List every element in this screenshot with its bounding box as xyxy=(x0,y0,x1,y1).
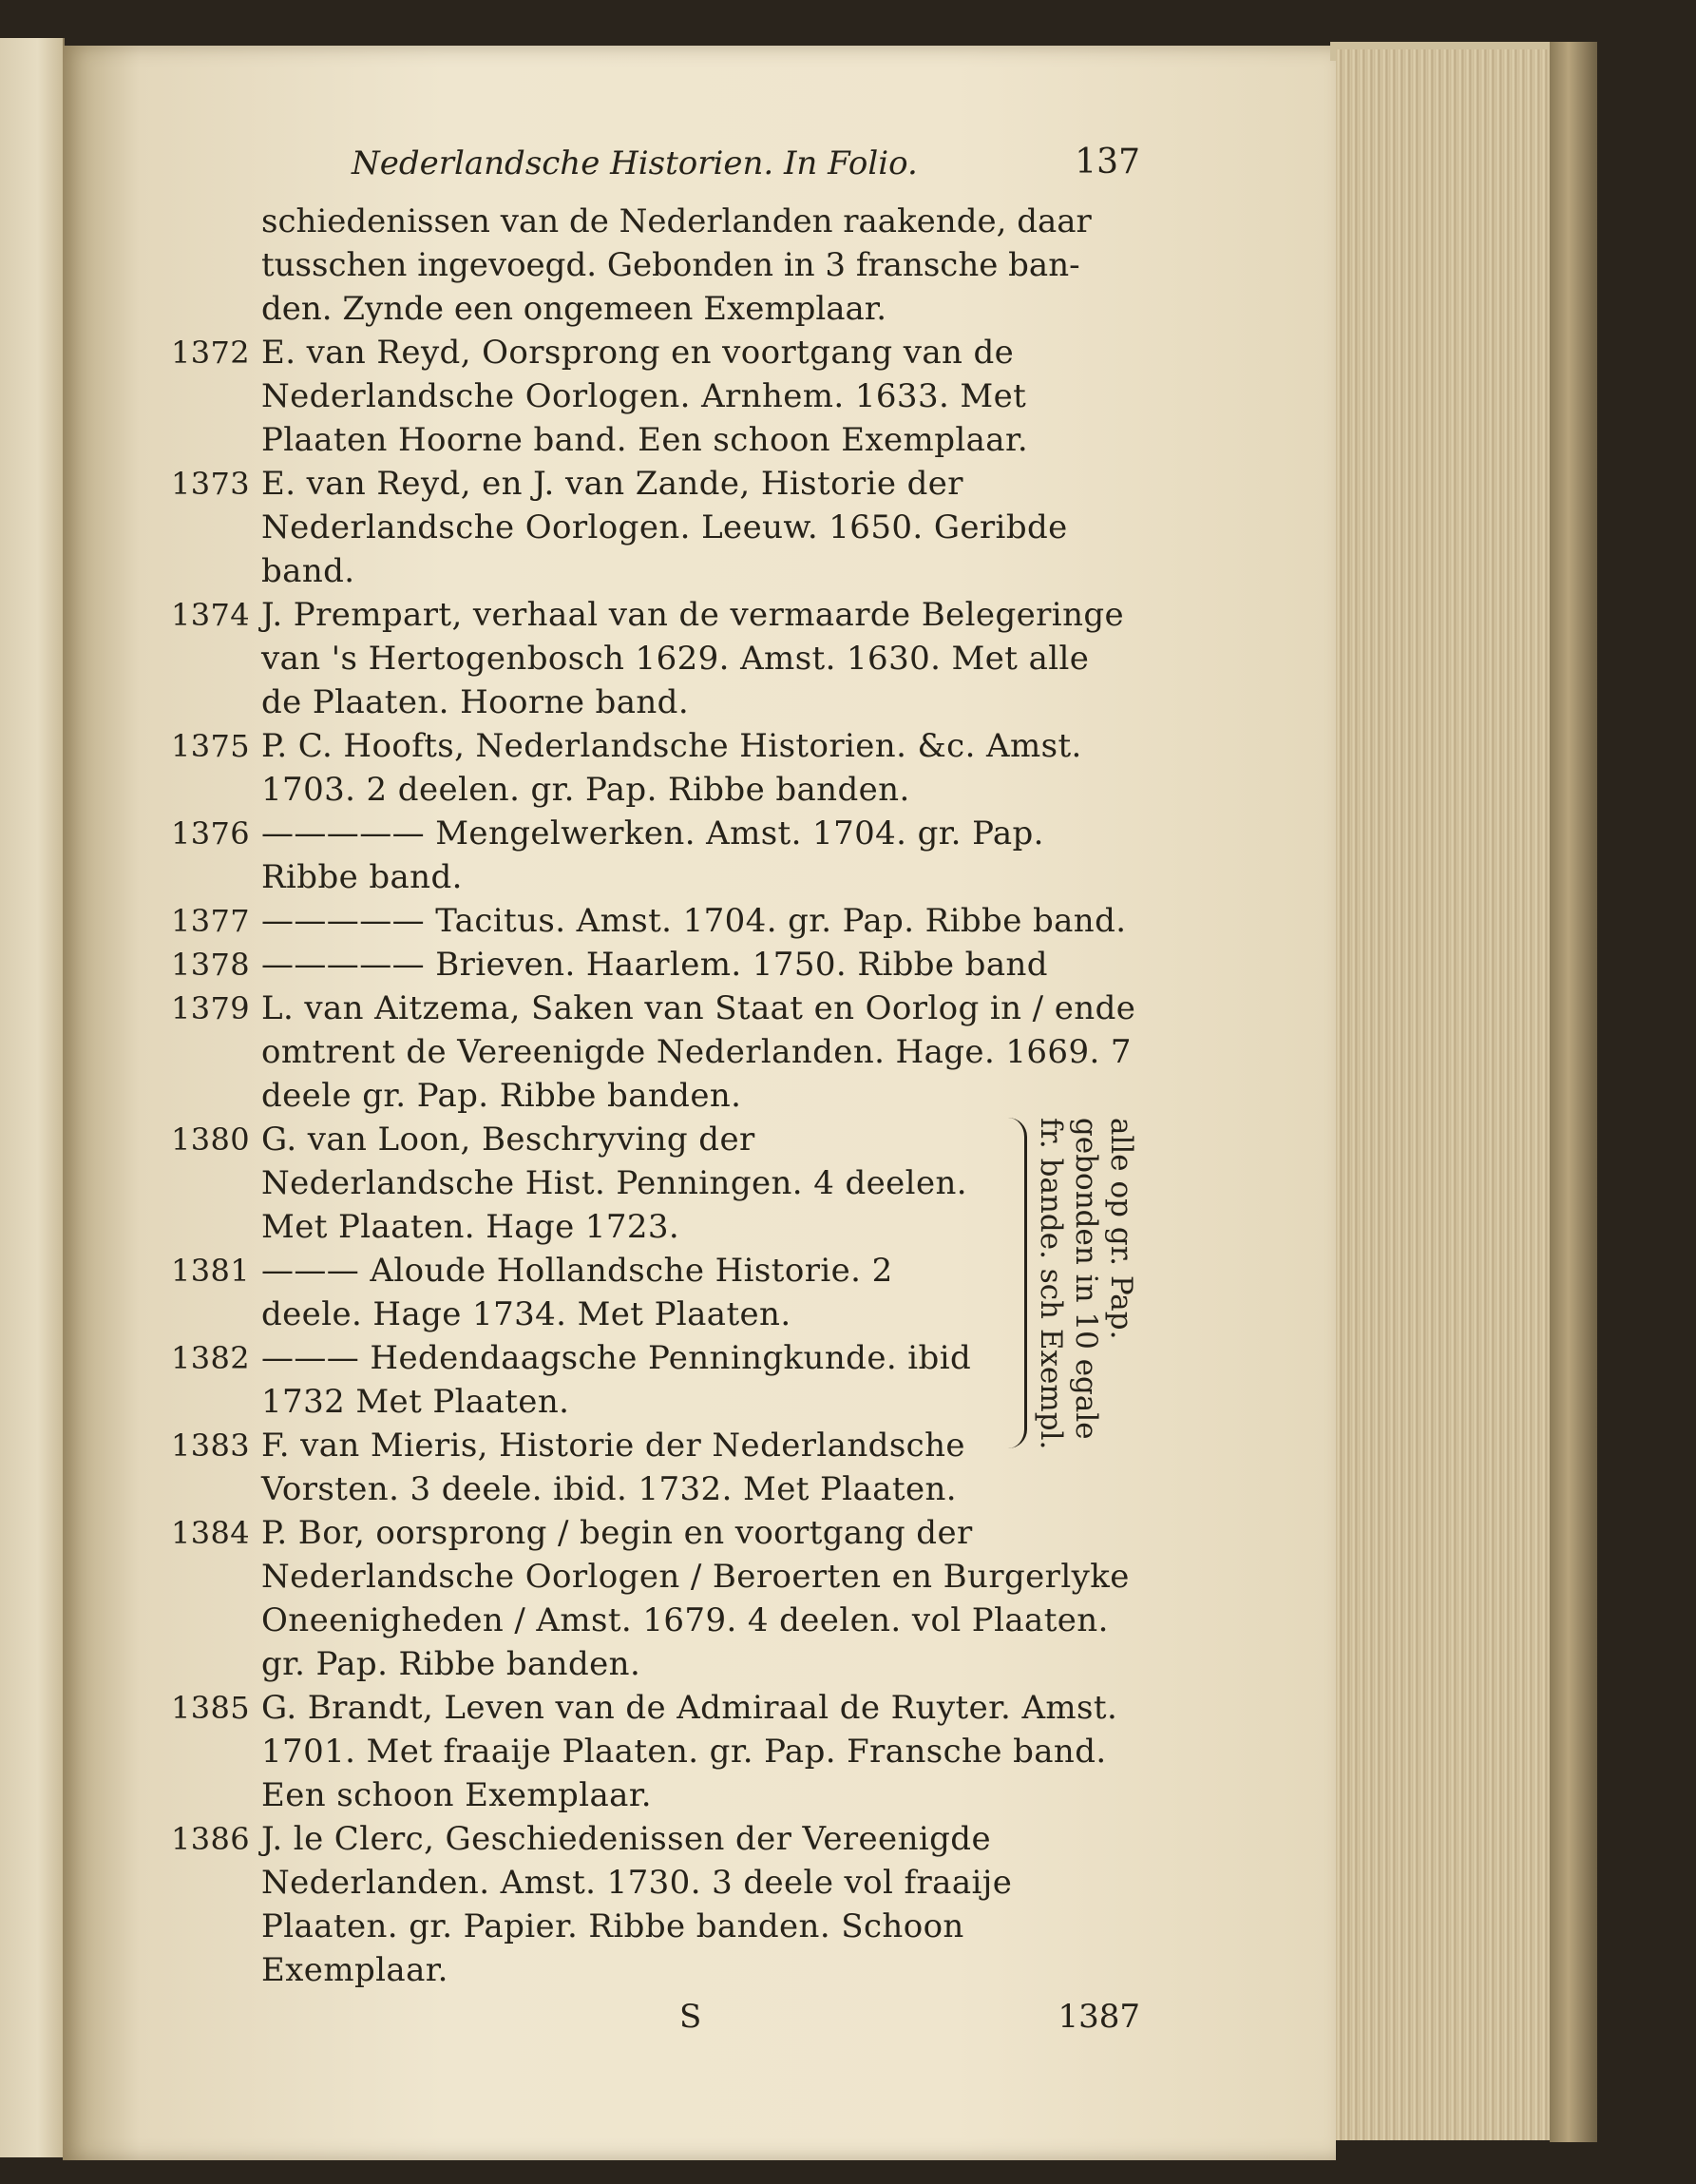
entry-list xyxy=(171,331,1140,1992)
entry-number: 1372 xyxy=(171,335,251,371)
entry-number: 1385 xyxy=(171,1690,251,1726)
page-footer xyxy=(171,1998,1140,2055)
continued-entry xyxy=(171,200,1140,331)
signature-mark: S xyxy=(679,1998,702,2036)
entry-number: 1379 xyxy=(171,990,251,1026)
entry-text: ——— Aloude Hollandsche Historie. 2 deele. Hage 1734. Met Plaaten. xyxy=(261,1252,893,1333)
entry-text: G. Brandt, Leven van de Admiraal de Ruyter. Amst. 1701. Met fraaije Plaaten. gr. Pap. Fransche band. Een schoon Exemplaar. xyxy=(261,1689,1118,1814)
catalog-entry xyxy=(171,331,1140,462)
catalog-entry xyxy=(171,987,1140,1118)
catalog-entry xyxy=(171,1336,988,1424)
entry-text: P. Bor, oorsprong / begin en voortgang der Nederlandsche Oorlogen / Beroerten en Burgerlyke Oneenigheden / Amst. 1679. 4 deelen. vol Plaaten. gr. Pap. Ribbe banden. xyxy=(261,1514,1130,1683)
continuation-line: den. Zynde een ongemeen Exemplaar. xyxy=(261,290,887,328)
entry-text: J. Prempart, verhaal van de vermaarde Belegeringe van 's Hertogenbosch 1629. Amst. 1630. Met alle de Plaaten. Hoorne band. xyxy=(261,596,1125,721)
entry-text: P. C. Hoofts, Nederlandsche Historien. &c. Amst. 1703. 2 deelen. gr. Pap. Ribbe banden. xyxy=(261,727,1082,809)
catalog-entry xyxy=(171,462,1140,593)
page-text xyxy=(171,143,1140,2055)
running-header xyxy=(352,143,1140,200)
entry-number: 1375 xyxy=(171,728,251,764)
page-number: 137 xyxy=(1075,143,1140,182)
entry-text: F. van Mieris, Historie der Nederlandsche Vorsten. 3 deele. ibid. 1732. Met Plaaten. xyxy=(261,1427,965,1508)
catchword: 1387 xyxy=(1058,1998,1140,2036)
entry-number: 1377 xyxy=(171,903,251,939)
catalog-entry xyxy=(171,1118,988,1249)
entry-text: J. le Clerc, Geschiedenissen der Vereenigde Nederlanden. Amst. 1730. 3 deele vol fraaije Plaaten. gr. Papier. Ribbe banden. Schoon Exemplaar. xyxy=(261,1820,1013,1989)
entry-text: ——— Hedendaagsche Penningkunde. ibid 1732 Met Plaaten. xyxy=(261,1339,972,1421)
catalog-entry xyxy=(171,812,1140,899)
continuation-line: schiedenissen van de Nederlanden raakende, daar xyxy=(261,202,1092,240)
braced-entry-group xyxy=(171,1118,1140,1511)
catalog-entry xyxy=(171,724,1140,812)
entry-number: 1376 xyxy=(171,815,251,852)
catalog-entry xyxy=(171,1424,988,1511)
entry-number: 1378 xyxy=(171,947,251,983)
catalog-entry xyxy=(171,899,1140,943)
book-cover-edge xyxy=(1550,42,1597,2142)
entry-number: 1380 xyxy=(171,1121,251,1158)
entry-text: ————— Brieven. Haarlem. 1750. Ribbe band xyxy=(261,946,1048,984)
catalog-entry xyxy=(171,1686,1140,1817)
running-title: Nederlandsche Historien. In Folio. xyxy=(352,144,918,182)
entry-text: E. van Reyd, Oorsprong en voortgang van de Nederlandsche Oorlogen. Arnhem. 1633. Met Plaaten Hoorne band. Een schoon Exemplaar. xyxy=(261,334,1029,459)
entry-text: ————— Tacitus. Amst. 1704. gr. Pap. Ribbe band. xyxy=(261,902,1127,940)
left-page-edge xyxy=(0,38,65,2157)
entry-number: 1386 xyxy=(171,1821,251,1857)
curly-brace xyxy=(996,1118,1027,1448)
entry-number: 1373 xyxy=(171,466,251,502)
catalog-entry xyxy=(171,593,1140,724)
entry-text: L. van Aitzema, Saken van Staat en Oorlog in / ende omtrent de Vereenigde Nederlanden. Hage. 1669. 7 deele gr. Pap. Ribbe banden. xyxy=(261,989,1136,1115)
entry-number: 1374 xyxy=(171,597,251,633)
catalog-entry xyxy=(171,1817,1140,1992)
entry-text: E. van Reyd, en J. van Zande, Historie der Nederlandsche Oorlogen. Leeuw. 1650. Geribde band. xyxy=(261,465,1068,590)
entry-number: 1382 xyxy=(171,1340,251,1376)
entry-text: ————— Mengelwerken. Amst. 1704. gr. Pap. Ribbe band. xyxy=(261,814,1044,896)
entry-number: 1381 xyxy=(171,1253,251,1289)
entry-text: G. van Loon, Beschryving der Nederlandsche Hist. Penningen. 4 deelen. Met Plaaten. Hage 1723. xyxy=(261,1121,967,1246)
continuation-line: tusschen ingevoegd. Gebonden in 3 fransche ban- xyxy=(261,246,1080,284)
entry-number: 1383 xyxy=(171,1427,251,1464)
brace-note: alle op gr. Pap. gebonden in 10 egale fr. bande. sch Exempl. xyxy=(1034,1118,1138,1450)
entry-number: 1384 xyxy=(171,1515,251,1551)
braced-entries xyxy=(171,1118,988,1511)
catalog-entry xyxy=(171,1249,988,1336)
page-edges xyxy=(1336,49,1555,2140)
catalog-entry xyxy=(171,1511,1140,1686)
catalog-entry xyxy=(171,943,1140,987)
